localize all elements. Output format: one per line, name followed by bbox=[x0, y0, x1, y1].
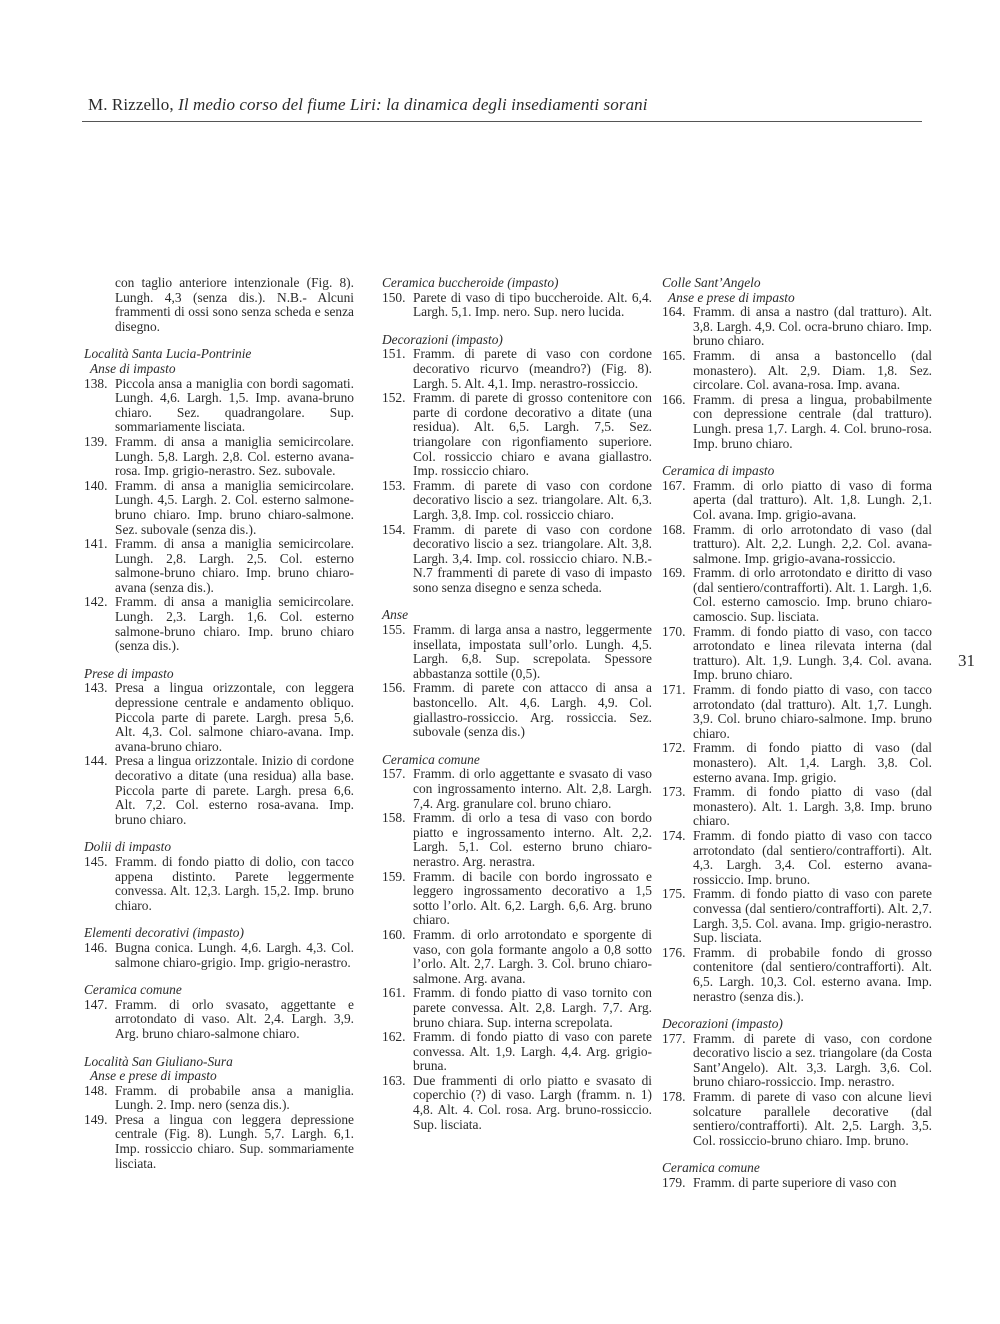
entry-text: Framm. di fondo piatto di vaso con tacco arrotondato (dal sentiero/contrafforti). Alt. 4,3. Largh. 3,4. Col. esterno avana-rossiccio. Imp. bruno. bbox=[693, 827, 932, 887]
subsection-heading: Anse e prese di impasto bbox=[668, 289, 795, 305]
page-number: 31 bbox=[958, 651, 975, 670]
continued-entry-text: con taglio anteriore intenzionale (Fig. 8). Lungh. 4,3 (senza dis.). N.B.- Alcuni frammenti di ossi sono senza scheda e senza disegno. bbox=[115, 275, 354, 334]
entry-text: Framm. di parete di vaso con cordone decorativo liscio a sez. triangolare. Alt. 3,8. Largh. 3,4. Imp. col. rossiccio chiaro. N.B.- N.7 frammenti di parete di vaso di impasto sono senza disegno e senza scheda. bbox=[413, 521, 652, 595]
entry-text: Framm. di parete di grosso contenitore con parte di cordone decorativo a ditate (una residua). Alt. 6,5. Largh. 7,5. Sez. triangolare con rigonfiamento superiore. Col. rossiccio chiaro e avana giallastro. Imp. rossiccio chiaro. bbox=[413, 390, 652, 479]
catalog-entry bbox=[662, 1090, 932, 1148]
catalog-entry bbox=[382, 928, 652, 986]
running-head bbox=[88, 95, 648, 115]
entry-text: Framm. di fondo piatto di vaso con parete convessa (dal sentiero/contrafforti). Alt. 2,7. Largh. 3,5. Col. avana. Imp. grigio-nerastro. Sup. lisciata. bbox=[693, 886, 932, 946]
entry-text: Framm. di fondo piatto di vaso con parete convessa. Alt. 1,9. Largh. 4,4. Arg. grigio-bruna. bbox=[413, 1029, 652, 1074]
section-heading: Ceramica buccheroide (impasto) bbox=[382, 275, 559, 290]
entry-number: 141. bbox=[84, 536, 108, 552]
entry-number: 163. bbox=[382, 1072, 406, 1088]
entry-number: 154. bbox=[382, 521, 406, 537]
section-heading: Località Santa Lucia-Pontrinie bbox=[84, 346, 252, 362]
entry-text: Framm. di ansa a nastro (dal tratturo). Alt. 3,8. Largh. 4,9. Col. ocra-bruno chiaro. Imp. bruno chiaro. bbox=[693, 304, 932, 349]
entry-number: 150. bbox=[382, 289, 406, 305]
entry-number: 177. bbox=[662, 1030, 686, 1046]
entry-text: Framm. di orlo arrotondato e sporgente di vaso, con gola formante angolo a 0,8 sotto l’orlo. Alt. 2,7. Largh. 3. Col. bruno chiaro-salmone. Arg. avana. bbox=[413, 926, 652, 986]
section-heading: Decorazioni (impasto) bbox=[662, 1016, 783, 1032]
catalog-entry bbox=[662, 625, 932, 683]
entry-text: Framm. di orlo a tesa di vaso con bordo piatto e ingrossamento interno. Alt. 2,2. Largh. 5,1. Col. esterno bruno chiaro-nerastro. Arg. nerastra. bbox=[413, 810, 652, 869]
catalog-entry bbox=[84, 377, 354, 435]
entry-number: 158. bbox=[382, 810, 406, 826]
catalog-entry bbox=[662, 683, 932, 741]
catalog-entry bbox=[382, 1030, 652, 1074]
entry-number: 170. bbox=[662, 623, 686, 639]
section-heading: Dolii di impasto bbox=[84, 839, 172, 855]
entry-number: 165. bbox=[662, 347, 686, 363]
entry-text: Framm. di orlo aggettante e svasato di vaso con ingrossamento interno. Alt. 2,8. Largh. 7,4. Arg. granulare col. bruno chiaro. bbox=[413, 766, 652, 811]
catalog-entry bbox=[662, 785, 932, 829]
catalog-entry bbox=[662, 393, 932, 451]
entry-text: Framm. di orlo piatto di vaso di forma aperta (dal tratturo). Alt. 1,8. Lungh. 2,1. Col. avana. Imp. grigio-avana. bbox=[693, 477, 932, 522]
catalog-entry bbox=[662, 566, 932, 624]
catalog-entry bbox=[84, 1113, 354, 1171]
entry-number: 153. bbox=[382, 477, 406, 493]
entry-number: 168. bbox=[662, 521, 686, 537]
entry-number: 179. bbox=[662, 1175, 686, 1191]
entry-number: 142. bbox=[84, 594, 108, 610]
entry-text: Framm. di fondo piatto di vaso, con tacco arrotondato (dal tratturo). Alt. 1,7. Lungh. 3,9. Col. bruno chiaro-salmone. Imp. bruno chiaro. bbox=[693, 682, 932, 741]
entry-text: Framm. di fondo piatto di vaso (dal monastero). Alt. 1. Largh. 3,8. Imp. bruno chiaro. bbox=[693, 784, 932, 829]
entry-text: Framm. di parete con attacco di ansa a bastoncello. Alt. 4,6. Largh. 4,9. Col. giallastro-rossiccio. Arg. rossiccia. Sez. subovale (senza dis.) bbox=[413, 680, 652, 740]
subsection-heading: Anse di impasto bbox=[90, 360, 176, 376]
entry-text: Presa a lingua orizzontale. Inizio di cordone decorativo a ditate (una residua) alla base. Piccola parte di parete. Largh. presa 6,6. Alt. 7,2. Col. esterno rosa-avana. Imp. bruno chiaro. bbox=[115, 753, 354, 827]
entry-text: Presa a lingua con leggera depressione centrale (Fig. 8). Lungh. 5,7. Largh. 6,1. Imp. rossiccio chiaro. Sup. sommariamente lisciata. bbox=[115, 1111, 354, 1171]
entry-number: 164. bbox=[662, 304, 686, 320]
catalog-entry bbox=[662, 946, 932, 1004]
entry-number: 171. bbox=[662, 682, 686, 698]
entry-number: 167. bbox=[662, 477, 686, 493]
catalog-entry bbox=[382, 767, 652, 811]
running-head-author: M. Rizzello, bbox=[88, 95, 179, 114]
entry-number: 149. bbox=[84, 1111, 108, 1127]
entry-text: Framm. di fondo piatto di dolio, con tacco appena distinto. Parete leggermente convessa. Alt. 12,3. Largh. 15,2. Imp. bruno chiaro. bbox=[115, 853, 354, 913]
catalog-entry bbox=[84, 435, 354, 479]
catalog-entry bbox=[662, 829, 932, 887]
entry-text: Framm. di parete di vaso con cordone decorativo ricurvo (meandro?) (Fig. 8). Largh. 5. Alt. 4,1. Imp. nerastro-rossiccio. bbox=[413, 346, 652, 391]
entry-text: Framm. di orlo svasato, aggettante e arrotondato di vaso. Alt. 2,4. Largh. 3,9. Arg. bruno chiaro-salmone chiaro. bbox=[115, 996, 354, 1041]
section-heading: Località San Giuliano-Sura bbox=[84, 1053, 233, 1069]
entry-text: Presa a lingua orizzontale, con leggera depressione centrale e andamento obliquo. Piccola parte di parete. Largh. presa 5,6. Alt. 4,3. Col. salmone chiaro-avana. Imp. avana-bruno chiaro. bbox=[115, 680, 354, 754]
entry-text: Framm. di parete di vaso, con cordone decorativo liscio a sez. triangolare (da Costa Sant’Angelo). Alt. 3,3. Largh. 3,6. Col. bruno chiaro-rossiccio. Imp. nerastro. bbox=[693, 1030, 932, 1090]
catalog-entry bbox=[382, 986, 652, 1030]
entry-text: Framm. di larga ansa a nastro, leggermente insellata, impostata sull’orlo. Lungh. 4,5. Largh. 6,8. Sup. screpolata. Spessore abbastanza sottile (0,5). bbox=[413, 622, 652, 681]
entry-number: 173. bbox=[662, 784, 686, 800]
section-heading: Ceramica comune bbox=[662, 1160, 760, 1176]
catalog-entry bbox=[382, 623, 652, 681]
entry-text: Framm. di fondo piatto di vaso (dal monastero). Alt. 1,4. Largh. 3,8. Col. esterno avana. Imp. grigio. bbox=[693, 740, 932, 785]
entry-text: Framm. di orlo arrotondato e diritto di vaso (dal sentiero/contrafforti). Alt. 1. Largh. 1,6. Col. esterno camoscio. Imp. bruno chiaro-camoscio. Sup. lisciata. bbox=[693, 565, 932, 625]
catalog-entry bbox=[84, 681, 354, 754]
catalog-entry bbox=[84, 855, 354, 913]
entry-text: Framm. di parte superiore di vaso con bbox=[693, 1175, 897, 1191]
entry-text: Framm. di orlo arrotondato di vaso (dal tratturo). Alt. 2,2. Lungh. 2,2. Col. avana-salmone. Imp. grigio-avana-rossiccio. bbox=[693, 521, 932, 566]
entry-number: 143. bbox=[84, 680, 108, 696]
entry-number: 156. bbox=[382, 680, 406, 696]
entry-number: 176. bbox=[662, 944, 686, 960]
catalog-entry bbox=[382, 1074, 652, 1132]
entry-number: 152. bbox=[382, 390, 406, 406]
running-head-title: Il medio corso del fiume Liri: la dinamica degli insediamenti sorani bbox=[178, 95, 648, 114]
entry-number: 147. bbox=[84, 996, 108, 1012]
entry-number: 178. bbox=[662, 1089, 686, 1105]
section-heading: Ceramica comune bbox=[382, 751, 480, 767]
column-3 bbox=[662, 276, 932, 1191]
entry-number: 144. bbox=[84, 753, 108, 769]
entry-number: 138. bbox=[84, 375, 108, 391]
entry-number: 172. bbox=[662, 740, 686, 756]
entry-number: 175. bbox=[662, 886, 686, 902]
entry-number: 155. bbox=[382, 622, 406, 638]
entry-text: Framm. di fondo piatto di vaso tornito con parete convessa. Alt. 2,8. Largh. 7,7. Arg. bruno chiara. Sup. interna screpolata. bbox=[413, 985, 652, 1030]
catalog-entry bbox=[662, 479, 932, 523]
catalog-entry bbox=[382, 870, 652, 928]
entry-number: 160. bbox=[382, 926, 406, 942]
entry-text: Piccola ansa a maniglia con bordi sagomati. Lungh. 4,6. Largh. 1,5. Imp. avana-bruno chiaro. Sez. quadrangolare. Sup. sommariamente lisciata. bbox=[115, 375, 354, 435]
subsection-heading: Anse e prese di impasto bbox=[90, 1068, 217, 1084]
entry-number: 166. bbox=[662, 391, 686, 407]
entry-number: 169. bbox=[662, 565, 686, 581]
entry-number: 174. bbox=[662, 827, 686, 843]
section-heading: Ceramica comune bbox=[84, 982, 182, 998]
catalog-entry bbox=[662, 349, 932, 393]
section-heading: Ceramica di impasto bbox=[662, 463, 775, 479]
catalog-entry bbox=[84, 941, 354, 970]
entry-text: Framm. di ansa a maniglia semicircolare. Lungh. 2,8. Largh. 2,5. Col. esterno salmone-bruno chiaro. Imp. bruno chiaro-avana (senza dis.). bbox=[115, 536, 354, 595]
entry-number: 139. bbox=[84, 433, 108, 449]
catalog-entry bbox=[84, 1084, 354, 1113]
header-rule bbox=[82, 121, 922, 122]
entry-number: 161. bbox=[382, 985, 406, 1001]
catalog-entry bbox=[84, 998, 354, 1042]
catalog-entry bbox=[662, 887, 932, 945]
entry-number: 145. bbox=[84, 853, 108, 869]
entry-text: Framm. di ansa a maniglia semicircolare. Lungh. 2,3. Largh. 1,6. Col. esterno salmone-bruno chiaro. Imp. bruno chiaro (senza dis.). bbox=[115, 594, 354, 654]
section-heading: Anse bbox=[382, 607, 409, 623]
entry-text: Parete di vaso di tipo buccheroide. Alt. 6,4. Largh. 5,1. Imp. nero. Sup. nero lucida. bbox=[413, 289, 652, 320]
catalog-entry bbox=[382, 291, 652, 320]
catalog-entry bbox=[382, 681, 652, 739]
entry-text: Framm. di ansa a bastoncello (dal monastero). Alt. 2,9. Diam. 1,8. Sez. circolare. Col. avana-rosa. Imp. avana. bbox=[693, 347, 932, 393]
catalog-entry bbox=[382, 347, 652, 391]
entry-number: 148. bbox=[84, 1082, 108, 1098]
entry-number: 151. bbox=[382, 346, 406, 362]
entry-text: Framm. di presa a lingua, probabilmente con depressione centrale (dal tratturo). Lungh. presa 1,7. Largh. 4. Col. bruno-rosa. Imp. bruno chiaro. bbox=[693, 391, 932, 451]
column-1 bbox=[84, 276, 354, 1171]
section-heading: Prese di impasto bbox=[84, 665, 174, 681]
catalog-entry bbox=[84, 754, 354, 827]
catalog-entry bbox=[662, 1176, 932, 1191]
entry-text: Framm. di probabile fondo di grosso contenitore (dal sentiero/contrafforti). Alt. 6,5. Largh. 10,3. Col. esterno avana. Imp. nerastro (senza dis.). bbox=[693, 944, 932, 1004]
entry-number: 159. bbox=[382, 868, 406, 884]
entry-text: Framm. di parete di vaso con cordone decorativo liscio a sez. triangolare. Alt. 6,3. Largh. 3,8. Imp. col. rossiccio chiaro. bbox=[413, 477, 652, 522]
entry-text: Framm. di probabile ansa a maniglia. Lungh. 2. Imp. nero (senza dis.). bbox=[115, 1082, 354, 1113]
entry-number: 162. bbox=[382, 1029, 406, 1045]
entry-number: 146. bbox=[84, 939, 108, 955]
entry-number: 140. bbox=[84, 477, 108, 493]
catalog-entry bbox=[382, 391, 652, 479]
entry-text: Due frammenti di orlo piatto e svasato di coperchio (?) di vaso. Largh (framm. n. 1) 4,8. Alt. 4. Col. rosa. Arg. bruno-rossiccio. Sup. lisciata. bbox=[413, 1072, 652, 1132]
catalog-entry bbox=[84, 537, 354, 595]
entry-text: Framm. di ansa a maniglia semicircolare. Lungh. 4,5. Largh. 2. Col. esterno salmone-bruno chiaro. Imp. bruno chiaro-salmone. Sez. subovale (senza dis.). bbox=[115, 477, 354, 537]
section-heading: Decorazioni (impasto) bbox=[382, 331, 503, 347]
entry-text: Framm. di fondo piatto di vaso, con tacco arrotondato e linea rilevata interna (dal tratturo). Alt. 1,9. Lungh. 3,4. Col. avana. Imp. bruno chiaro. bbox=[693, 623, 932, 683]
entry-text: Framm. di parete di vaso con alcune lievi solcature parallele decorative (dal sentiero/contrafforti). Alt. 2,5. Largh. 3,5. Col. rossiccio-bruno chiaro. Imp. bruno. bbox=[693, 1089, 932, 1148]
entry-text: Framm. di ansa a maniglia semicircolare. Lungh. 5,8. Largh. 2,8. Col. esterno avana-rosa. Imp. grigio-nerastro. Sez. subovale. bbox=[115, 433, 354, 479]
catalog-entry bbox=[662, 1032, 932, 1090]
entry-text: Framm. di bacile con bordo ingrossato e leggero ingrossamento decorativo a 1,5 sotto l’orlo. Alt. 6,2. Largh. 6,6. Arg. bruno chiaro. bbox=[413, 868, 652, 928]
catalog-entry bbox=[662, 523, 932, 567]
column-2 bbox=[382, 276, 652, 1132]
catalog-entry bbox=[84, 479, 354, 537]
section-heading: Colle Sant’Angelo bbox=[662, 275, 761, 290]
section-heading: Elementi decorativi (impasto) bbox=[84, 925, 244, 941]
entry-text: Bugna conica. Lungh. 4,6. Largh. 4,3. Col. salmone chiaro-grigio. Imp. grigio-nerastro. bbox=[115, 939, 354, 970]
entry-number: 157. bbox=[382, 766, 406, 782]
catalog-entry bbox=[662, 741, 932, 785]
catalog-entry bbox=[662, 305, 932, 349]
catalog-entry bbox=[382, 479, 652, 523]
catalog-entry bbox=[84, 595, 354, 653]
catalog-entry bbox=[382, 811, 652, 869]
catalog-entry bbox=[382, 523, 652, 596]
